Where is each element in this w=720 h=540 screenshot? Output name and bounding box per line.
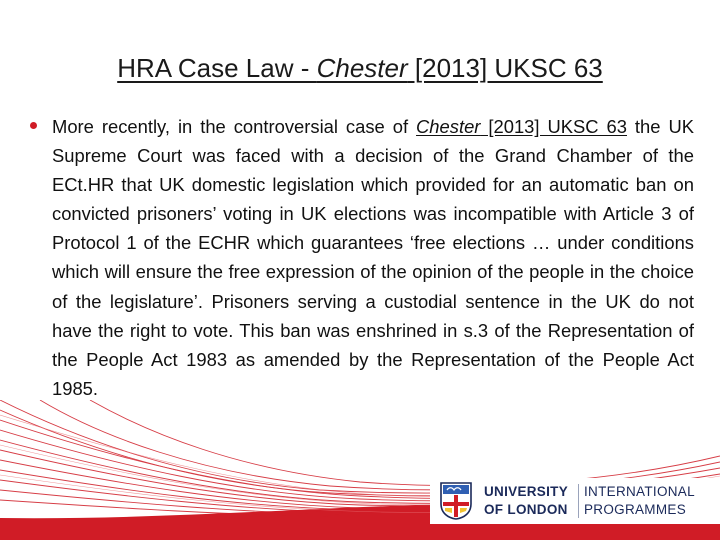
logo-of-london-text: OF LONDON bbox=[484, 502, 568, 517]
crest-icon bbox=[440, 482, 472, 520]
logo-divider bbox=[578, 484, 579, 518]
university-logo bbox=[440, 482, 700, 522]
title-case-name: Chester bbox=[316, 53, 408, 83]
logo-international-text: INTERNATIONAL bbox=[584, 484, 695, 499]
case-citation: [2013] UKSC 63 bbox=[480, 116, 627, 137]
title-suffix: [2013] UKSC 63 bbox=[407, 53, 603, 83]
bullet-body: the UK Supreme Court was faced with a decision of the Grand Chamber of the ECt.HR that UK domestic legislation which provided for an automatic ban on convicted prisoners’ voting in UK elections was incompatible with Article 3 of Protocol 1 of the ECHR which guarantees ‘free elections … under conditions which will ensure the free expression of the opinion of the people in the choice of the legislature’. Prisoners serving a custodial sentence in the UK do not have the right to vote. This ban was enshrined in s.3 of the Representation of the People Act 1983 as amended by the Representation of the People Act 1985. bbox=[52, 116, 695, 399]
logo-university-text: UNIVERSITY bbox=[484, 484, 569, 499]
bullet-marker bbox=[30, 122, 37, 129]
bullet-text bbox=[52, 112, 694, 403]
bullet-intro: More recently, in the controversial case of bbox=[52, 116, 417, 137]
logo-programmes-text: PROGRAMMES bbox=[584, 502, 687, 517]
case-name: Chester bbox=[416, 116, 481, 137]
slide-title bbox=[0, 50, 720, 86]
case-reference bbox=[416, 116, 627, 137]
title-prefix: HRA Case Law - bbox=[117, 53, 317, 83]
